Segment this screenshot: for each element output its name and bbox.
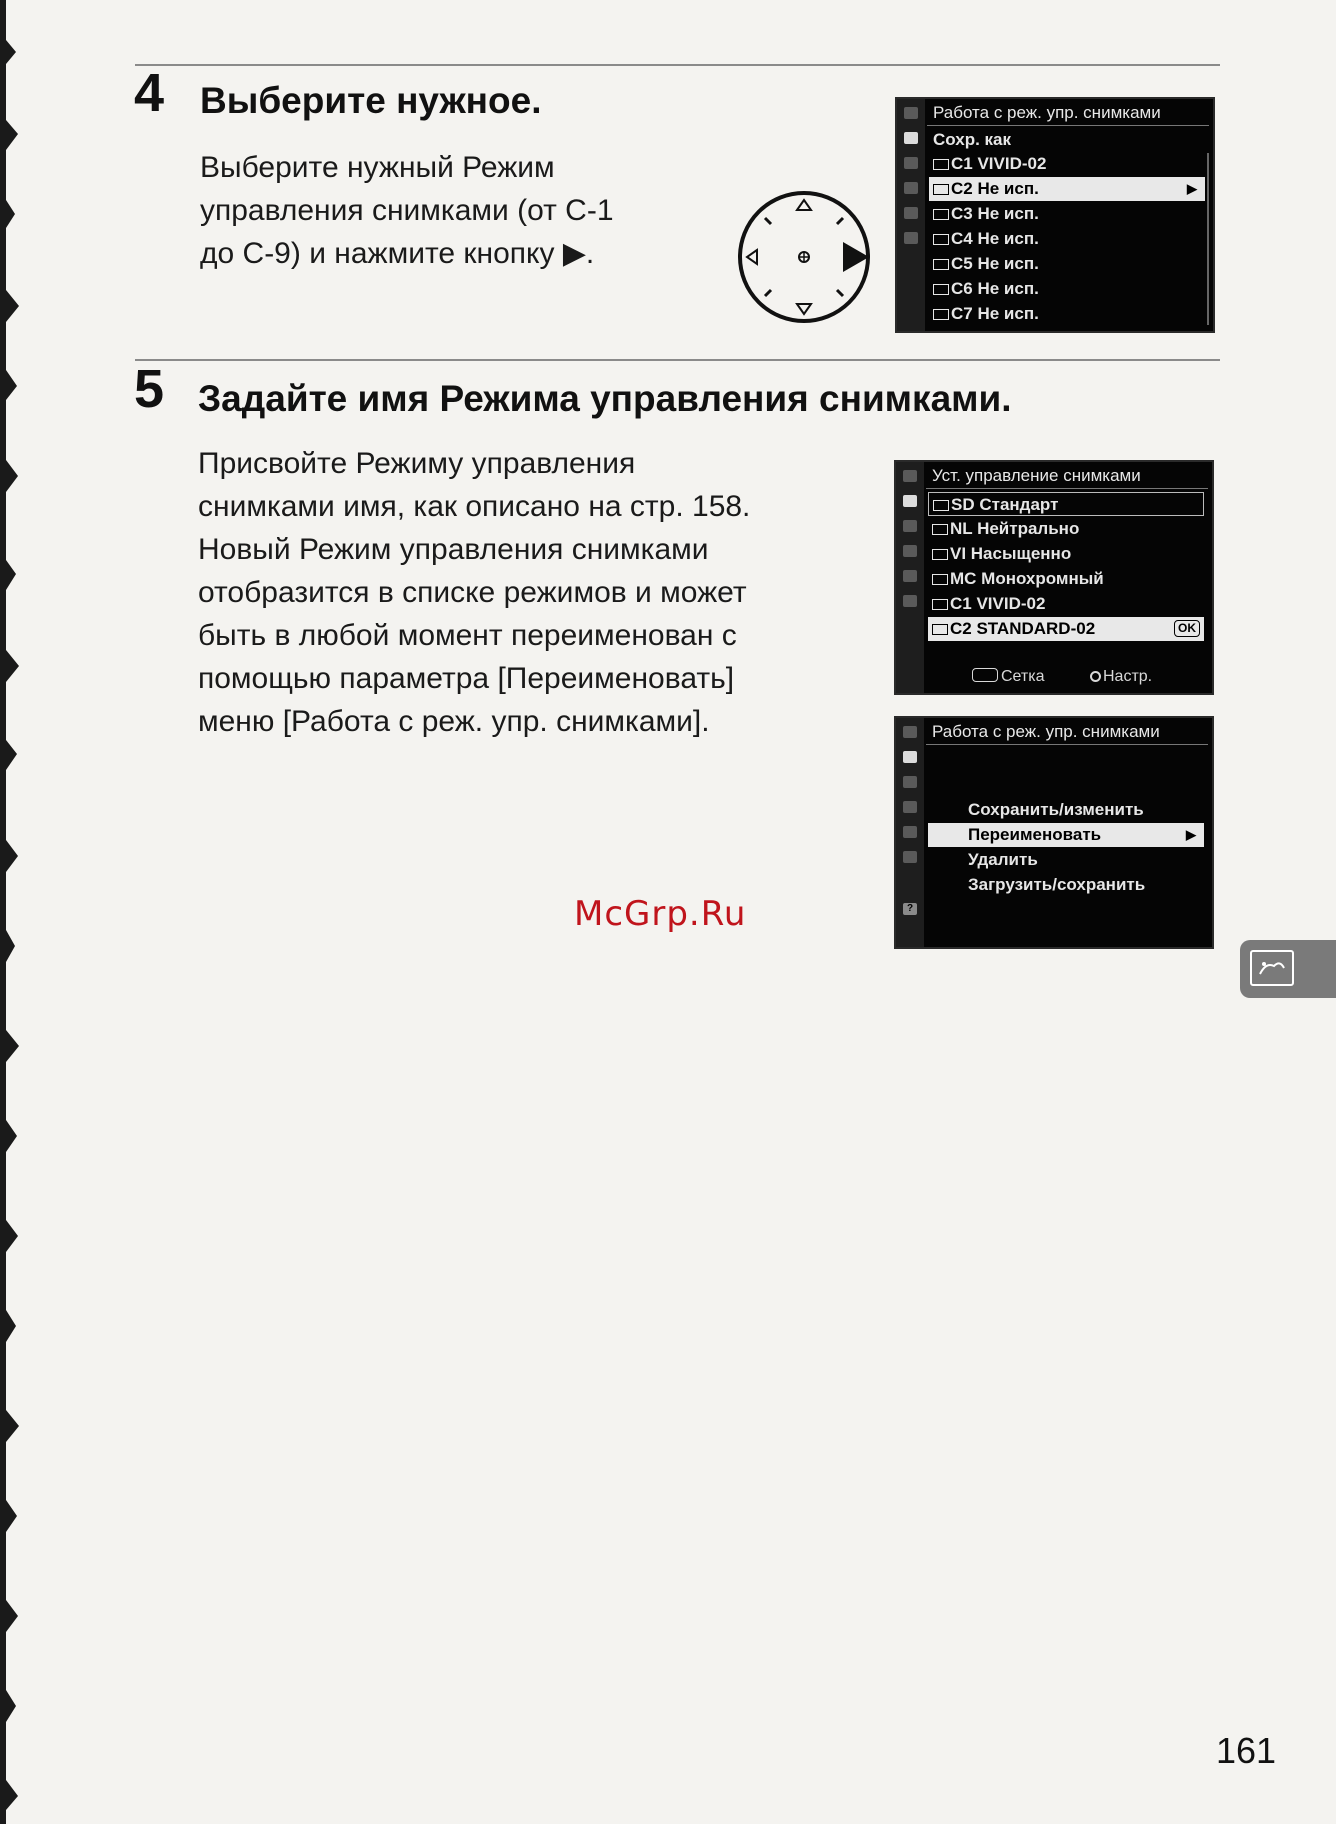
camera-screen-set-picture-control — [894, 460, 1214, 695]
picture-control-icon — [933, 184, 949, 195]
setup-menu-icon — [903, 545, 917, 557]
screen-title-divider — [926, 488, 1208, 489]
retouch-menu-icon — [903, 826, 917, 838]
picture-control-row[interactable] — [929, 277, 1205, 301]
step5-body-line: помощью параметра [Переименовать] — [198, 662, 735, 695]
picture-control-row[interactable] — [929, 152, 1205, 176]
step4-body-line: до С-9) и нажмите кнопку ▶. — [200, 237, 595, 270]
menu-item[interactable] — [928, 848, 1204, 872]
camera-screen-save-as — [895, 97, 1215, 333]
picture-control-row[interactable] — [928, 492, 1204, 516]
my-menu-icon — [903, 595, 917, 607]
screen-title-divider — [927, 125, 1209, 126]
screen-title: Работа с реж. упр. снимками — [933, 103, 1161, 122]
watermark: McGrp.Ru — [574, 894, 747, 934]
row-label: SD Стандарт — [951, 495, 1059, 514]
picture-control-row[interactable] — [928, 567, 1204, 591]
screen-title: Уст. управление снимками — [932, 466, 1141, 485]
shooting-menu-icon — [903, 751, 917, 763]
screen-scrollbar[interactable] — [1207, 153, 1209, 325]
row-label: NL Нейтрально — [950, 519, 1080, 538]
row-label: C2 Не исп. — [951, 179, 1039, 198]
footer-left-label: Сетка — [1001, 668, 1045, 685]
custom-settings-icon — [904, 157, 918, 169]
custom-settings-icon — [903, 520, 917, 532]
screen-footer-adjust[interactable] — [1090, 668, 1152, 686]
menu-item-label: Загрузить/сохранить — [968, 875, 1146, 894]
row-label: MC Монохромный — [950, 569, 1104, 588]
step5-body-line: меню [Работа с реж. упр. снимками]. — [198, 705, 710, 738]
playback-menu-icon — [903, 470, 917, 482]
custom-settings-icon — [903, 776, 917, 788]
step4-body-line: управления снимками (от С-1 — [200, 194, 614, 227]
menu-item[interactable] — [928, 798, 1204, 822]
menu-item-selected[interactable] — [928, 823, 1204, 847]
picture-control-row[interactable] — [929, 227, 1205, 251]
picture-control-row-selected[interactable] — [929, 177, 1205, 201]
step4-number: 4 — [134, 63, 165, 123]
ok-button-icon: OK — [1174, 620, 1200, 637]
right-arrow-icon: ▶ — [1186, 827, 1196, 842]
shooting-menu-icon — [904, 132, 918, 144]
camera-screen-manage-picture-control — [894, 716, 1214, 949]
grid-button-icon — [972, 668, 998, 682]
row-label: C1 VIVID-02 — [951, 154, 1047, 173]
picture-control-icon — [932, 549, 948, 560]
step5-body-line: отобразится в списке режимов и может — [198, 576, 747, 609]
screen-footer-grid[interactable] — [972, 668, 1045, 686]
row-label: C4 Не исп. — [951, 229, 1039, 248]
picture-control-row[interactable] — [928, 592, 1204, 616]
picture-control-row[interactable] — [929, 252, 1205, 276]
adjust-dial-icon — [1090, 671, 1101, 682]
picture-control-icon — [932, 624, 948, 635]
step5-body-line: Новый Режим управления снимками — [198, 533, 709, 566]
row-label: C7 Не исп. — [951, 304, 1039, 323]
step5-number: 5 — [134, 359, 165, 419]
picture-control-icon — [933, 259, 949, 270]
screen-title: Работа с реж. упр. снимками — [932, 722, 1160, 741]
tab-icon-graphic — [1252, 952, 1292, 984]
picture-control-icon — [933, 309, 949, 320]
page-number: 161 — [1216, 1730, 1277, 1771]
picture-control-row-selected[interactable] — [928, 617, 1204, 641]
picture-control-icon — [933, 234, 949, 245]
right-arrow-icon: ▶ — [1187, 181, 1197, 196]
step5-body-line: быть в любой момент переименован с — [198, 619, 737, 652]
picture-control-row[interactable] — [929, 302, 1205, 326]
shooting-menu-icon — [903, 495, 917, 507]
picture-control-icon — [933, 159, 949, 170]
screen-sidebar — [896, 462, 924, 693]
step5-body-line: снимками имя, как описано на стр. 158. — [198, 490, 751, 523]
playback-menu-icon — [904, 107, 918, 119]
setup-menu-icon — [903, 801, 917, 813]
picture-control-row[interactable] — [928, 542, 1204, 566]
step5-body-line: Присвойте Режиму управления — [198, 447, 636, 480]
screen-title-divider — [926, 744, 1208, 745]
screen-sidebar — [897, 99, 925, 331]
section-rule-step5 — [135, 359, 1220, 361]
multi-selector-icon — [735, 188, 873, 326]
chapter-tab[interactable] — [1240, 940, 1336, 998]
picture-control-row[interactable] — [929, 202, 1205, 226]
section-rule-step4 — [135, 64, 1220, 66]
row-label: C6 Не исп. — [951, 279, 1039, 298]
row-label: C2 STANDARD-02 — [950, 619, 1096, 638]
setup-menu-icon — [904, 182, 918, 194]
playback-menu-icon — [903, 726, 917, 738]
step5-body — [198, 442, 750, 743]
row-label: C5 Не исп. — [951, 254, 1039, 273]
step5-title: Задайте имя Режима управления снимками. — [198, 378, 1012, 419]
picture-control-icon — [933, 500, 949, 511]
picture-control-icon — [932, 599, 948, 610]
retouch-menu-icon — [903, 570, 917, 582]
picture-control-icon — [932, 574, 948, 585]
picture-control-row[interactable] — [928, 517, 1204, 541]
picture-control-tab-icon — [1250, 950, 1294, 986]
step4-body-line: Выберите нужный Режим — [200, 151, 555, 184]
screen-sidebar — [896, 718, 924, 947]
my-menu-icon — [903, 851, 917, 863]
row-label: C1 VIVID-02 — [950, 594, 1046, 613]
help-icon: ? — [903, 903, 917, 915]
menu-item-label: Переименовать — [968, 825, 1102, 844]
footer-right-label: Настр. — [1103, 668, 1153, 685]
row-label: VI Насыщенно — [950, 544, 1072, 563]
retouch-menu-icon — [904, 207, 918, 219]
picture-control-icon — [933, 284, 949, 295]
step4-body — [200, 146, 614, 275]
menu-item-label: Сохранить/изменить — [968, 800, 1144, 819]
binding-edge — [0, 0, 20, 1824]
step4-title: Выберите нужное. — [200, 80, 542, 121]
menu-item[interactable] — [928, 873, 1204, 897]
screen-subtitle: Сохр. как — [933, 130, 1011, 149]
picture-control-icon — [932, 524, 948, 535]
menu-item-label: Удалить — [968, 850, 1038, 869]
picture-control-icon — [933, 209, 949, 220]
my-menu-icon — [904, 232, 918, 244]
row-label: C3 Не исп. — [951, 204, 1039, 223]
